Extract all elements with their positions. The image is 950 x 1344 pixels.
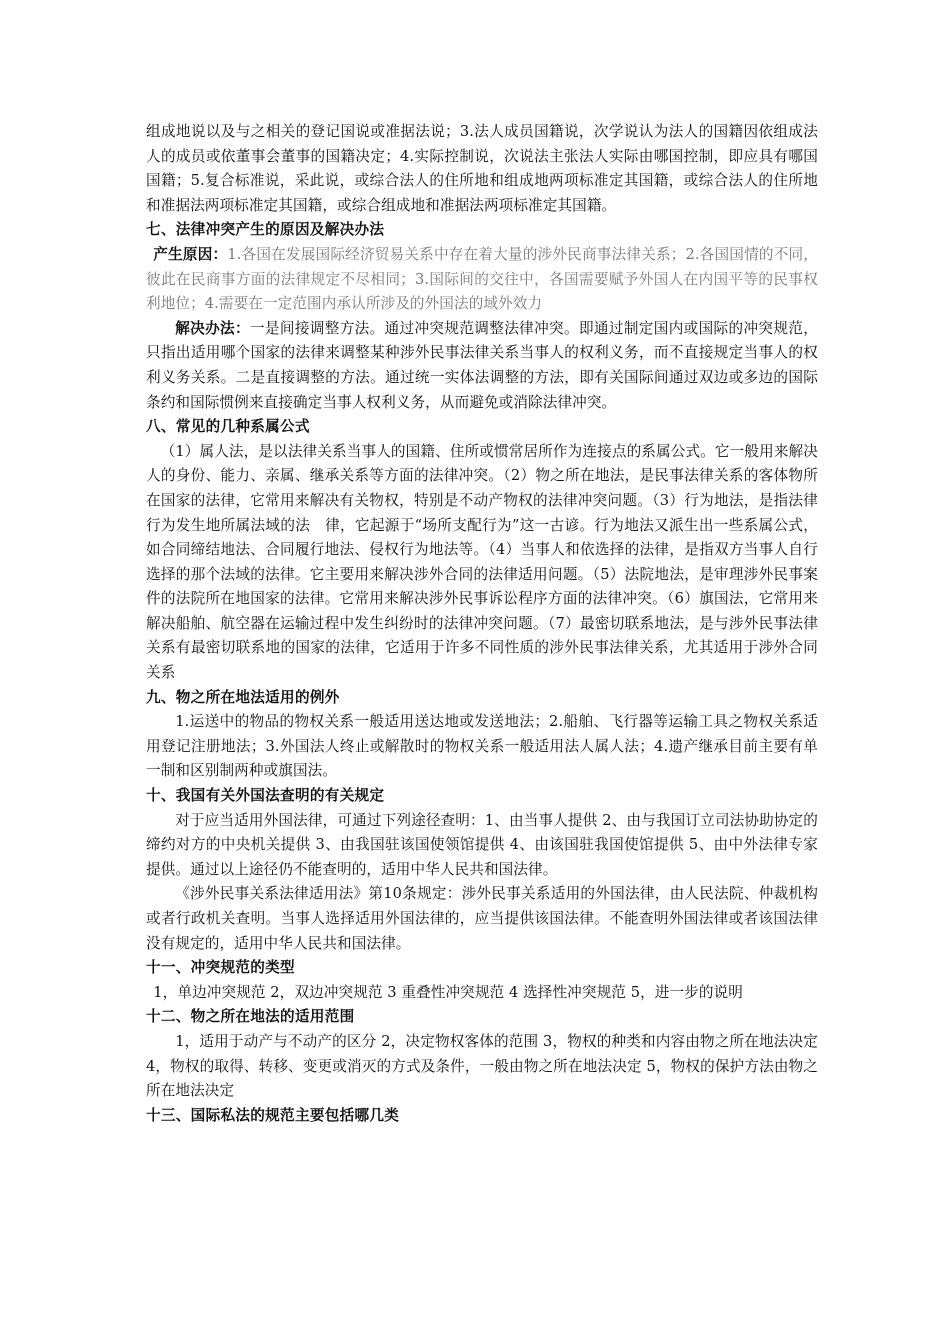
section-12-heading: 十二、物之所在地法的适用范围 — [146, 1008, 355, 1026]
document-page — [146, 120, 818, 1128]
section-7-solutions — [146, 317, 818, 415]
section-10-paragraph-1: 对于应当适用外国法律，可通过下列途径查明：1、由当事人提供 2、由与我国订立司法协助协定的缔约对方的中央机关提供 3、由我国驻该国使领馆提供 4、由该国驻我国使馆提供 5、由中外法律专家提供。通过以上途径仍不能查明的，适用中华人民共和国法律。 — [146, 811, 818, 878]
section-10-heading: 十、我国有关外国法查明的有关规定 — [146, 787, 385, 805]
section-9-heading: 九、物之所在地法适用的例外 — [146, 688, 340, 706]
section-10-paragraph-2: 《涉外民事关系法律适用法》第10条规定：涉外民事关系适用的外国法律，由人民法院、仲裁机构或者行政机关查明。当事人选择适用外国法律的，应当提供该国法律。不能查明外国法律或者该国法律没有规定的，适用中华人民共和国法律。 — [146, 885, 818, 952]
section-8-paragraph: （1）属人法，是以法律关系当事人的国籍、住所或惯常居所作为连接点的系属公式。它一般用来解决人的身份、能力、亲属、继承关系等方面的法律冲突。（2）物之所在地法，是民事法律关系的客体物所在国家的法律，它常用来解决有关物权，特别是不动产物权的法律冲突问题。（3）行为地法，是指法律行为发生地所属法域的法 律，它起源于“场所支配行为”这一古谚。行为地法又派生出一些系属公式，如合同缔结地法、合同履行地法、侵权行为地法等。（4）当事人和依选择的法律，是指双方当事人自行选择的那个法域的法律。它主要用来解决涉外合同的法律适用问题。（5）法院地法，是审理涉外民事案件的法院所在地国家的法律。它常用来解决涉外民事诉讼程序方面的法律冲突。（6）旗国法，它常用来解决船舶、航空器在运输过程中发生纠纷时的法律冲突问题。（7）最密切联系地法，是与涉外民事法律关系有最密切联系地的国家的法律，它适用于许多不同性质的涉外民事法律关系，尤其适用于涉外合同关系 — [146, 442, 818, 682]
causes-text: 1.各国在发展国际经济贸易关系中存在着大量的涉外民商事法律关系；2.各国国情的不同，彼此在民商事方面的法律规定不尽相同；3.国际间的交往中，各国需要赋予外国人在内国平等的民事权利地位；4.需要在一定范围内承认所涉及的外国法的域外效力 — [146, 245, 818, 313]
causes-label: 产生原因： — [153, 245, 228, 263]
solutions-label: 解决办法： — [175, 319, 250, 337]
section-8-heading: 八、常见的几种系属公式 — [146, 418, 310, 436]
section-7-heading: 七、法律冲突产生的原因及解决办法 — [146, 221, 385, 239]
section-9-paragraph: 1.运送中的物品的物权关系一般适用送达地或发送地法；2.船舶、飞行器等运输工具之物权关系适用登记注册地法；3.外国法人终止或解散时的物权关系一般适用法人属人法；4.遗产继承目前主要有单一制和区别制两种或旗国法。 — [146, 713, 818, 780]
solutions-text: 一是间接调整方法。通过冲突规范调整法律冲突。即通过制定国内或国际的冲突规范，只指出适用哪个国家的法律来调整某种涉外民事法律关系当事人的权利义务，而不直接规定当事人的权利义务关系。二是直接调整的方法。通过统一实体法调整的方法，即有关国际间通过双边或多边的国际条约和国际惯例来直接确定当事人权利义务，从而避免或消除法律冲突。 — [146, 319, 818, 411]
section-7-causes — [146, 243, 818, 317]
intro-paragraph: 组成地说以及与之相关的登记国说或准据法说；3.法人成员国籍说，次学说认为法人的国籍因依组成法人的成员或依董事会董事的国籍决定；4.实际控制说，次说法主张法人实际由哪国控制，即应具有哪国国籍；5.复合标准说，采此说，或综合法人的住所地和组成地两项标准定其国籍，或综合法人的住所地和准据法两项标准定其国籍，或综合组成地和准据法两项标准定其国籍。 — [146, 123, 818, 214]
section-12-paragraph: 1，适用于动产与不动产的区分 2，决定物权客体的范围 3，物权的种类和内容由物之所在地法决定 4，物权的取得、转移、变更或消灭的方式及条件，一般由物之所在地法决定 5，物权的保护方法由物之所在地法决定 — [146, 1032, 818, 1100]
section-13-heading: 十三、国际私法的规范主要包括哪几类 — [146, 1106, 400, 1124]
section-11-paragraph: 1，单边冲突规范 2，双边冲突规范 3 重叠性冲突规范 4 选择性冲突规范 5，进一步的说明 — [153, 983, 743, 1001]
section-11-heading: 十一、冲突规范的类型 — [146, 959, 295, 977]
